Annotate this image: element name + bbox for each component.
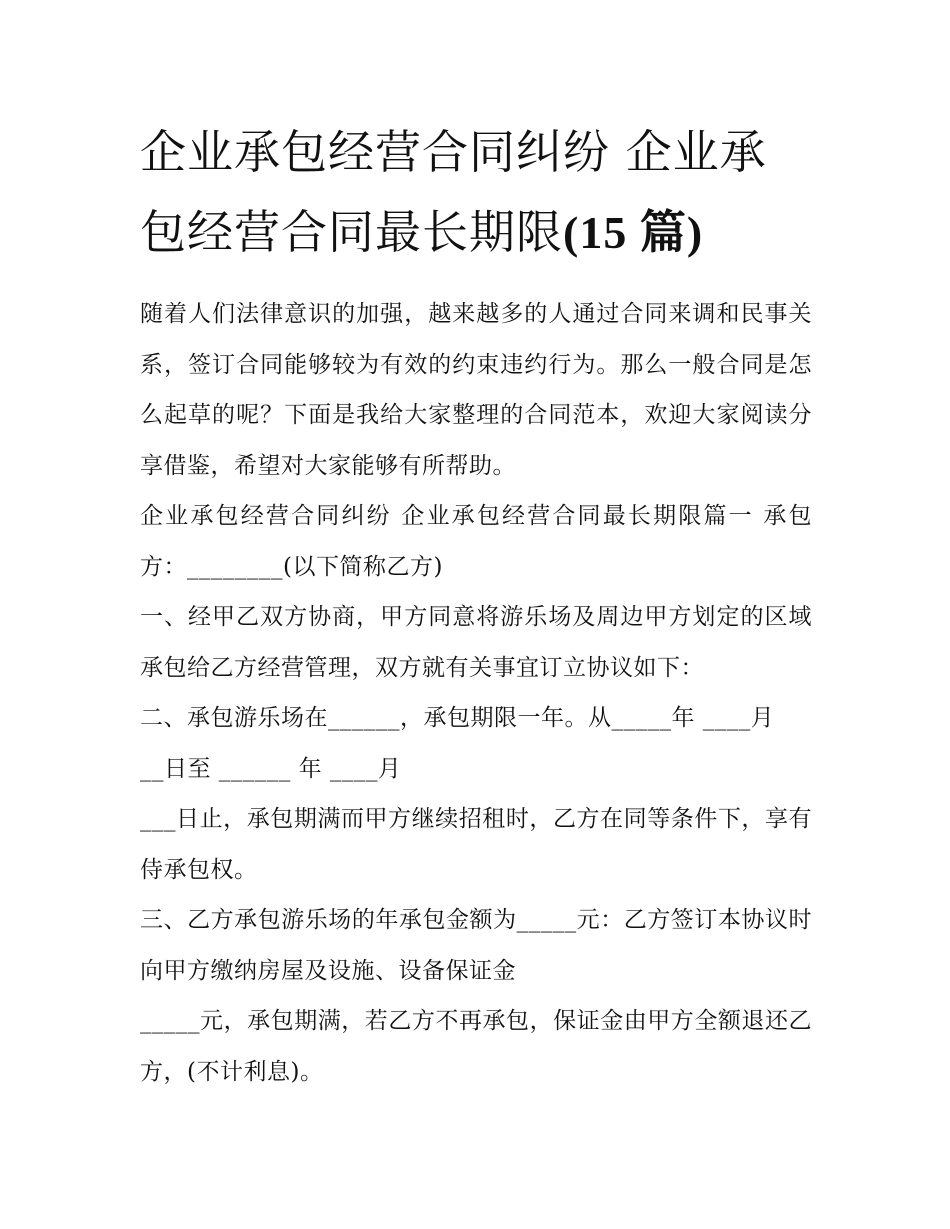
clause-two-date-line: __日至 ______ 年 ____月 [140,755,402,782]
clause-three-paragraph: 三、乙方承包游乐场的年承包金额为_____元：乙方签订本协议时向甲方缴纳房屋及设施、设备保证金 [140,907,812,984]
title-main: 企业承包经营合同纠纷 企业承包经营合同最长期限 [140,125,767,259]
document-title [140,112,812,273]
contract-heading-paragraph: 企业承包经营合同纠纷 企业承包经营合同最长期限篇一 承包方：________(以下简称乙方) [140,503,812,580]
intro-paragraph: 随着人们法律意识的加强，越来越多的人通过合同来调和民事关系，签订合同能够较为有效的约束违约行为。那么一般合同是怎么起草的呢？下面是我给大家整理的合同范本，欢迎大家阅读分享借鉴，希望对大家能够有所帮助。 [140,301,812,479]
clause-two-continuation: ___日止，承包期满而甲方继续招租时，乙方在同等条件下，享有侍承包权。 [140,806,812,883]
document-body [140,289,812,1097]
title-suffix: (15 篇) [563,207,704,258]
clause-two-paragraph: 二、承包游乐场在______，承包期限一年。从_____年 ____月 [140,705,775,731]
clause-one-paragraph: 一、经甲乙双方协商，甲方同意将游乐场及周边甲方划定的区域承包给乙方经营管理，双方就有关事宜订立协议如下： [140,604,812,681]
document-content [140,112,812,1097]
clause-three-continuation: _____元，承包期满，若乙方不再承包，保证金由甲方全额退还乙方，(不计利息)。 [140,1008,812,1085]
